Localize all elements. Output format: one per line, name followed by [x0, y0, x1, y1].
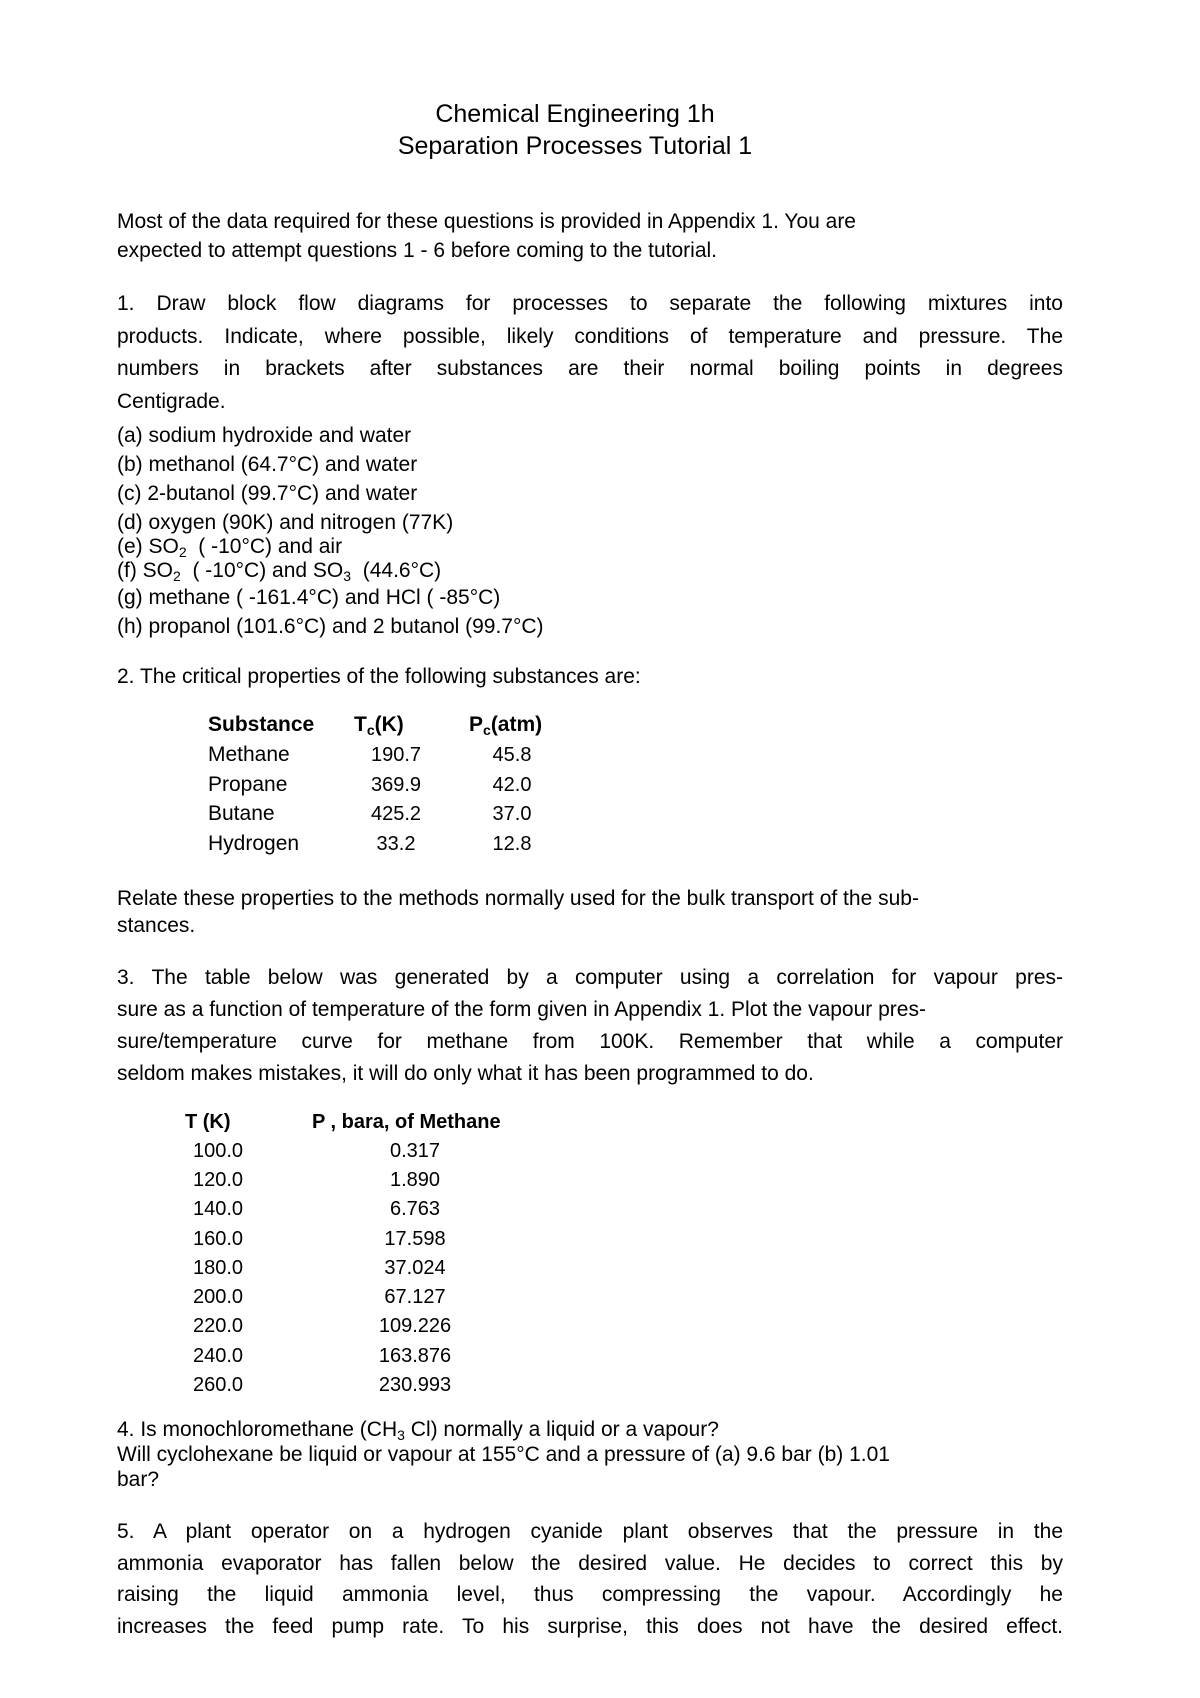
crit-header-tc-pre: T: [354, 713, 367, 736]
crit-row-pc: 37.0: [492, 803, 532, 825]
q1-item-e: [117, 535, 342, 560]
vp-row-t: 180.0: [192, 1257, 244, 1279]
q1-item-h: (h) propanol (101.6°C) and 2 butanol (99.7°C): [117, 615, 544, 638]
q1-item-f-mid: ( -10°C) and SO: [180, 559, 344, 582]
vp-row-t: 260.0: [192, 1374, 244, 1396]
q4-line-3: bar?: [117, 1468, 160, 1491]
vp-row-p: 17.598: [384, 1228, 446, 1250]
vp-row-t: 100.0: [192, 1140, 244, 1162]
vp-row-p: 67.127: [384, 1286, 446, 1308]
q1-line-3: numbers in brackets after substances are their normal boiling points in degrees: [117, 357, 1063, 380]
q1-item-a: (a) sodium hydroxide and water: [117, 424, 412, 447]
crit-header-pc-pre: P: [469, 713, 484, 736]
q1-item-f-pre: (f) SO: [117, 559, 173, 582]
q3-line-4: seldom makes mistakes, it will do only what it has been programmed to do.: [117, 1062, 814, 1085]
crit-row-name: Methane: [208, 743, 290, 766]
q4-line-2: Will cyclohexane be liquid or vapour at 155°C and a pressure of (a) 9.6 bar (b) 1.01: [117, 1443, 890, 1466]
crit-header-pc-sub: c: [483, 722, 491, 738]
crit-row-pc: 45.8: [492, 744, 532, 766]
vp-header-t: T (K): [185, 1111, 231, 1133]
crit-header-pc: [469, 713, 542, 738]
vp-row-p: 37.024: [384, 1257, 446, 1279]
crit-row-tc: 369.9: [370, 774, 422, 796]
q1-item-f-post: (44.6°C): [351, 559, 442, 582]
q1-line-4: Centigrade.: [117, 390, 226, 413]
q5-line-2: ammonia evaporator has fallen below the desired value. He decides to correct this by: [117, 1552, 1063, 1575]
crit-row-tc: 190.7: [370, 744, 422, 766]
q1-item-c: (c) 2-butanol (99.7°C) and water: [117, 482, 418, 505]
q1-item-f: [117, 559, 441, 584]
q3-line-2: sure as a function of temperature of the form given in Appendix 1. Plot the vapour pres-: [117, 998, 926, 1021]
crit-row-name: Hydrogen: [208, 832, 300, 855]
vp-row-t: 140.0: [192, 1198, 244, 1220]
q5-line-1: 5. A plant operator on a hydrogen cyanide plant observes that the pressure in the: [117, 1520, 1063, 1543]
q1-item-f-sub1: 2: [173, 568, 181, 584]
vp-row-p: 230.993: [378, 1374, 452, 1396]
q1-item-g: (g) methane ( -161.4°C) and HCl ( -85°C): [117, 586, 501, 609]
vp-row-t: 120.0: [192, 1169, 244, 1191]
q1-item-f-sub2: 3: [343, 568, 352, 584]
q1-line-1: 1. Draw block flow diagrams for processes to separate the following mixtures into: [117, 292, 1063, 315]
vp-row-t: 220.0: [192, 1315, 244, 1337]
q2-after-line-2: stances.: [117, 914, 196, 937]
vp-row-t: 160.0: [192, 1228, 244, 1250]
crit-row-pc: 42.0: [492, 774, 532, 796]
q4-line-1-pre: 4. Is monochloromethane (CH: [117, 1418, 398, 1441]
vp-row-p: 163.876: [378, 1345, 452, 1367]
q3-line-1: 3. The table below was generated by a computer using a correlation for vapour pres-: [117, 966, 1063, 989]
q4-line-1-sub: 3: [397, 1427, 405, 1443]
q1-item-b: (b) methanol (64.7°C) and water: [117, 453, 418, 476]
intro-line-1: Most of the data required for these questions is provided in Appendix 1. You are: [117, 210, 856, 233]
q3-line-3: sure/temperature curve for methane from 100K. Remember that while a computer: [117, 1030, 1063, 1053]
crit-header-tc: [354, 713, 404, 738]
q1-item-e-pre: (e) SO: [117, 535, 179, 558]
vp-row-t: 240.0: [192, 1345, 244, 1367]
vp-row-t: 200.0: [192, 1286, 244, 1308]
q1-item-d: (d) oxygen (90K) and nitrogen (77K): [117, 511, 454, 534]
page-title: Chemical Engineering 1h: [435, 100, 715, 128]
vp-header-p: P , bara, of Methane: [312, 1111, 501, 1133]
q4-line-1-post: Cl) normally a liquid or a vapour?: [404, 1418, 719, 1441]
crit-row-pc: 12.8: [492, 833, 532, 855]
page-subtitle: Separation Processes Tutorial 1: [397, 132, 753, 160]
crit-header-tc-sub: c: [366, 722, 375, 738]
q2-after-line-1: Relate these properties to the methods normally used for the bulk transport of the sub-: [117, 887, 919, 910]
q4-line-1: [117, 1418, 719, 1443]
q1-item-e-sub: 2: [178, 544, 187, 560]
q5-line-3: raising the liquid ammonia level, thus compressing the vapour. Accordingly he: [117, 1583, 1063, 1606]
q5-line-4: increases the feed pump rate. To his surprise, this does not have the desired effect.: [117, 1615, 1063, 1638]
crit-row-tc: 33.2: [376, 833, 416, 855]
crit-header-substance: Substance: [208, 713, 315, 736]
crit-header-tc-post: (K): [374, 713, 404, 736]
q2-line-1: 2. The critical properties of the following substances are:: [117, 665, 641, 688]
crit-header-pc-post: (atm): [490, 713, 543, 736]
crit-row-tc: 425.2: [370, 803, 422, 825]
q1-line-2: products. Indicate, where possible, likely conditions of temperature and pressure. The: [117, 325, 1063, 348]
vp-row-p: 0.317: [389, 1140, 441, 1162]
q1-item-e-post: ( -10°C) and air: [186, 535, 343, 558]
crit-row-name: Butane: [208, 802, 275, 825]
vp-row-p: 109.226: [378, 1315, 452, 1337]
vp-row-p: 6.763: [389, 1198, 441, 1220]
crit-row-name: Propane: [208, 773, 288, 796]
vp-row-p: 1.890: [389, 1169, 441, 1191]
intro-line-2: expected to attempt questions 1 - 6 before coming to the tutorial.: [117, 239, 718, 262]
